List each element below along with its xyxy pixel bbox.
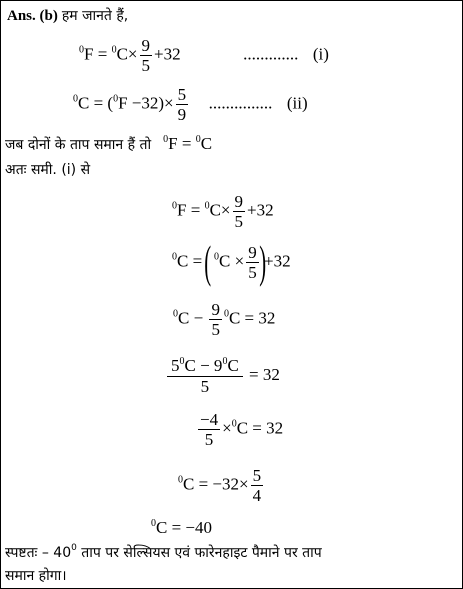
step5-fraction bbox=[198, 411, 220, 448]
step5-rhs: C = 32 bbox=[236, 418, 284, 438]
step-5: $\frac{-4}{5}$ ×$^0$C = 32 bbox=[200, 410, 284, 449]
eq1-tail: +32 bbox=[154, 44, 181, 64]
step4-fraction bbox=[167, 357, 243, 395]
condition-line: जब दोनों के ताप समान हैं तो $^0$F = $^0$C bbox=[5, 134, 213, 153]
step5-num: −4 bbox=[200, 410, 219, 429]
step2-num: 9 bbox=[248, 243, 257, 262]
step3-den: 5 bbox=[211, 320, 220, 339]
eq1-dots: ............. bbox=[243, 44, 299, 64]
eq2-fraction bbox=[176, 86, 189, 123]
step1-den: 5 bbox=[234, 212, 243, 231]
eq1-unit: C bbox=[116, 44, 128, 64]
eq1-den: 5 bbox=[141, 56, 150, 75]
answer-header bbox=[7, 8, 128, 24]
step1-unit: C bbox=[209, 200, 221, 220]
step6-num: 5 bbox=[252, 466, 262, 485]
step6-lhs: C = −32× bbox=[183, 474, 249, 494]
step-7: $^0$C = −40 bbox=[151, 518, 213, 537]
eq1-fraction bbox=[140, 37, 153, 74]
eq1-lhs: F bbox=[84, 44, 94, 64]
step1-lhs: F bbox=[177, 200, 187, 220]
step4-num-b: C − 9 bbox=[184, 356, 223, 375]
step-6: $^0$C = −32× $\frac{5}{4}$ bbox=[178, 466, 262, 505]
answer-intro: हम जानते हैं, bbox=[61, 8, 129, 24]
conclusion-line-2: समान होगा। bbox=[5, 568, 67, 584]
step-4 bbox=[167, 357, 280, 395]
conclusion-start: स्पष्टतः – 40 bbox=[5, 545, 72, 561]
equation-ii: $^0$C = ($^0$F −32)× $\frac{5}{9}$ ............... (ii) bbox=[73, 85, 308, 124]
step3-num: 9 bbox=[211, 300, 220, 319]
condition-rhs: C bbox=[200, 134, 213, 153]
eq1-tag: (i) bbox=[312, 44, 329, 64]
answer-label: Ans. (b) bbox=[7, 8, 58, 24]
step1-num: 9 bbox=[234, 192, 243, 211]
step-2: $^0$C = ( $^0$C × $\frac{9}{5}$ )+32 bbox=[172, 236, 291, 288]
step2-den: 5 bbox=[248, 263, 257, 282]
step4-den: 5 bbox=[167, 376, 243, 395]
conclusion-rest: ताप पर सेल्सियस एवं फारेनहाइट पैमाने पर ताप bbox=[76, 545, 322, 561]
eq1-num: 9 bbox=[141, 36, 150, 55]
step6-fraction bbox=[251, 467, 264, 504]
conclusion-line-1: स्पष्टतः – $40^0$ ताप पर सेल्सियस एवं फारेनहाइट पैमाने पर ताप bbox=[5, 543, 322, 561]
right-paren: ) bbox=[258, 236, 266, 288]
condition-text: जब दोनों के ताप समान हैं तो bbox=[5, 137, 152, 153]
eq2-paren: F −32) bbox=[118, 93, 165, 113]
equation-i: $^0$F = $^0$C× $\frac{9}{5}$ +32 ............. (i) bbox=[79, 36, 329, 75]
step6-den: 4 bbox=[252, 486, 262, 505]
therefore-line: अतः समी. (i) से bbox=[5, 162, 91, 178]
step4-num-c: C bbox=[227, 356, 239, 375]
eq2-den: 9 bbox=[177, 105, 187, 124]
step2-tail: +32 bbox=[264, 251, 291, 271]
step-3: $^0$C − $\frac{9}{5}$ $^0$C = 32 bbox=[173, 300, 276, 339]
step5-den: 5 bbox=[198, 429, 220, 448]
step2-lhs: C bbox=[177, 251, 189, 271]
eq2-lhs: C bbox=[78, 93, 90, 113]
eq2-dots: ............... bbox=[208, 93, 273, 113]
step2-fraction bbox=[246, 244, 259, 281]
step4-num-a: 5 bbox=[171, 356, 180, 375]
step4-numerator: $5^0C - 9^0C$ bbox=[171, 356, 239, 375]
step1-fraction bbox=[233, 193, 246, 230]
step7-lhs: C = −40 bbox=[156, 518, 213, 537]
step3-fraction bbox=[209, 301, 222, 338]
step3-minus: − bbox=[193, 308, 204, 328]
step4-rhs: = 32 bbox=[249, 364, 280, 384]
left-paren: ( bbox=[204, 236, 212, 288]
step1-tail: +32 bbox=[247, 200, 274, 220]
condition-lhs: F bbox=[168, 134, 178, 153]
eq2-num: 5 bbox=[177, 85, 187, 104]
eq2-tag: (ii) bbox=[286, 93, 308, 113]
step-1: $^0$F = $^0$C× $\frac{9}{5}$ +32 bbox=[172, 192, 274, 231]
step2-inner: C bbox=[219, 251, 231, 271]
step3-rhs: C = 32 bbox=[228, 308, 276, 328]
step3-lhs: C bbox=[178, 308, 190, 328]
